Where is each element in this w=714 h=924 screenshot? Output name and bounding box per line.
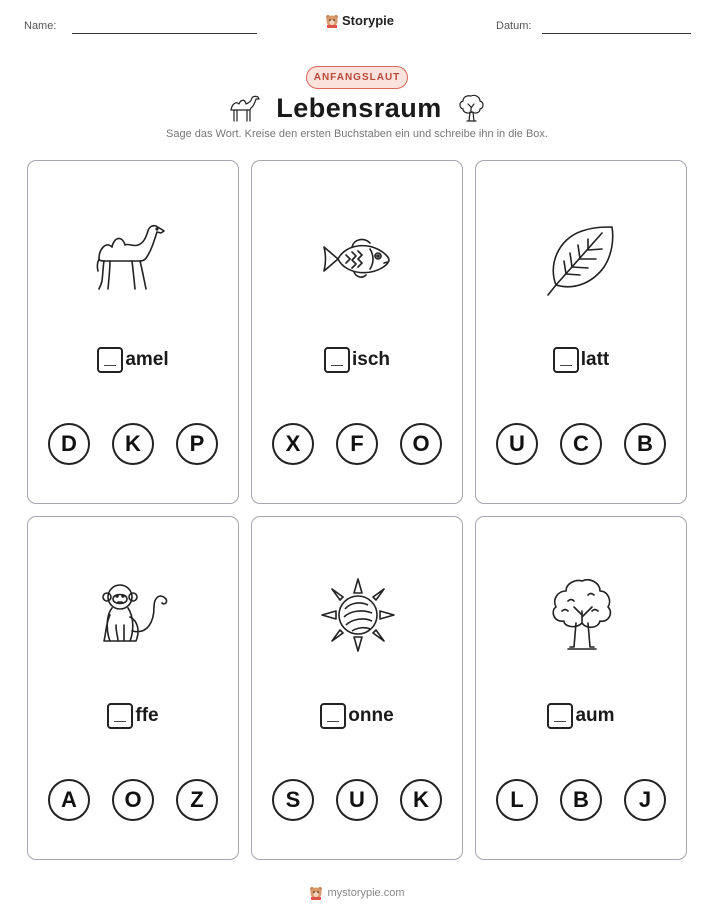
bear-logo-icon (309, 886, 323, 900)
letter-choice[interactable]: P (176, 423, 218, 465)
brand-logo (325, 13, 394, 28)
answer-box[interactable] (547, 703, 573, 729)
letter-choice[interactable]: K (400, 779, 442, 821)
letter-choice[interactable]: F (336, 423, 378, 465)
exercise-card (251, 160, 463, 504)
category-badge: ANFANGSLAUT (306, 66, 408, 89)
camel-decoration-icon (228, 92, 262, 124)
camel-icon (94, 219, 174, 299)
letter-choice[interactable]: O (400, 423, 442, 465)
word-ending: latt (580, 349, 610, 370)
answer-box[interactable] (97, 347, 123, 373)
letter-choice[interactable]: U (336, 779, 378, 821)
letter-choices (252, 779, 462, 821)
letter-choices (28, 423, 238, 465)
name-field-line[interactable] (72, 33, 257, 34)
letter-choices (28, 779, 238, 821)
exercise-card (27, 160, 239, 504)
word-row (476, 703, 686, 729)
letter-choice[interactable]: S (272, 779, 314, 821)
letter-choice[interactable]: Z (176, 779, 218, 821)
page-title: Lebensraum (276, 92, 442, 123)
sun-icon (318, 575, 398, 655)
word-row (476, 347, 686, 373)
letter-choices (476, 423, 686, 465)
exercise-card (251, 516, 463, 860)
monkey-icon (94, 575, 174, 655)
letter-choice[interactable]: K (112, 423, 154, 465)
page-footer (0, 886, 714, 900)
letter-choice[interactable]: X (272, 423, 314, 465)
word-row (28, 703, 238, 729)
brand-name: Storypie (342, 13, 395, 28)
footer-url: mystorypie.com (327, 887, 405, 899)
word-ending: isch (351, 349, 391, 370)
fish-icon (318, 219, 398, 299)
letter-choices (476, 779, 686, 821)
word-ending: onne (348, 705, 394, 726)
date-label: Datum: (496, 20, 532, 32)
answer-box[interactable] (553, 347, 579, 373)
word-row (28, 347, 238, 373)
exercise-card (27, 516, 239, 860)
letter-choice[interactable]: A (48, 779, 90, 821)
letter-choices (252, 423, 462, 465)
letter-choice[interactable]: B (624, 423, 666, 465)
letter-choice[interactable]: L (496, 779, 538, 821)
name-label: Name: (24, 20, 57, 32)
exercise-card (475, 516, 687, 860)
letter-choice[interactable]: U (496, 423, 538, 465)
tree-icon (542, 575, 622, 655)
word-ending: ffe (135, 705, 159, 726)
letter-choice[interactable]: J (624, 779, 666, 821)
answer-box[interactable] (107, 703, 133, 729)
letter-choice[interactable]: C (560, 423, 602, 465)
bear-logo-icon (325, 14, 339, 28)
instructions: Sage das Wort. Kreise den ersten Buchstaben ein und schreibe ihn in die Box. (166, 128, 548, 140)
letter-choice[interactable]: D (48, 423, 90, 465)
answer-box[interactable] (324, 347, 350, 373)
tree-decoration-icon (456, 92, 486, 124)
letter-choice[interactable]: O (112, 779, 154, 821)
worksheet-header (0, 0, 714, 50)
title-row (0, 90, 714, 126)
leaf-icon (542, 219, 622, 299)
word-row (252, 347, 462, 373)
date-field-line[interactable] (542, 33, 691, 34)
letter-choice[interactable]: B (560, 779, 602, 821)
word-row (252, 703, 462, 729)
exercise-card (475, 160, 687, 504)
word-ending: amel (125, 349, 169, 370)
word-ending: aum (575, 705, 615, 726)
answer-box[interactable] (320, 703, 346, 729)
